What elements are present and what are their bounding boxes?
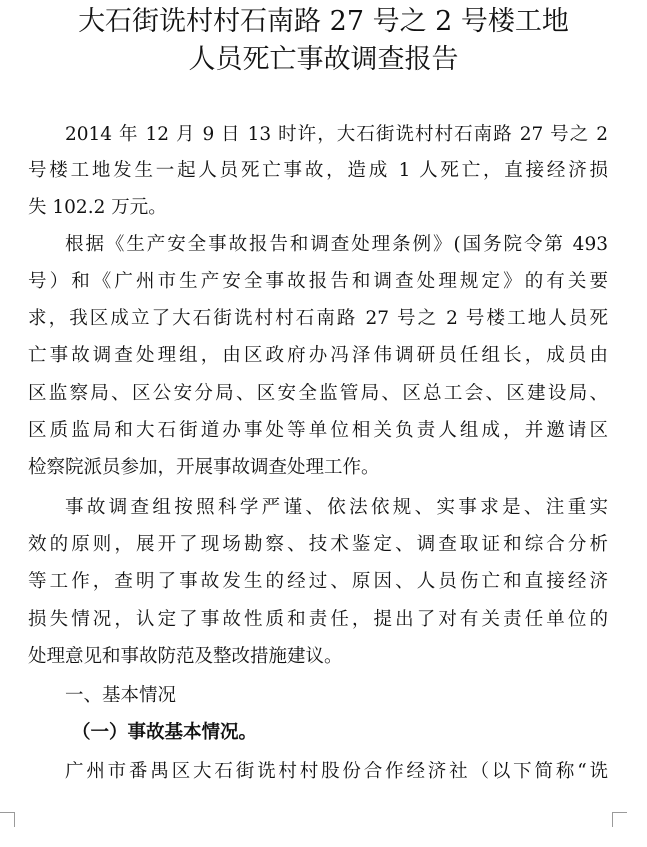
paragraph-4-line: 广州市番禺区大石街诜村村股份合作经济社（以下简称“诜 [65,761,608,782]
paragraph-2-line: 号）和《广州市生产安全事故报告和调查处理规定》的有关要 [28,271,608,292]
crop-mark-left [0,812,15,827]
paragraph-2-line: 检察院派员参加，开展事故调查处理工作。 [28,457,380,478]
crop-mark-right [612,812,627,827]
paragraph-3-line: 处理意见和事故防范及整改措施建议。 [28,646,343,667]
paragraph-2-line: 区质监局和大石街道办事处等单位相关负责人组成，并邀请区 [28,420,608,441]
paragraph-3-line: 等工作，查明了事故发生的经过、原因、人员伤亡和直接经济 [28,571,608,592]
paragraph-1-line: 失 102.2 万元。 [28,197,167,218]
paragraph-2-line: 亡事故调查处理组，由区政府办冯泽伟调研员任组长，成员由 [28,345,608,366]
paragraph-3-line: 事故调查组按照科学严谨、依法依规、实事求是、注重实 [65,497,608,518]
paragraph-2-line: 根据《生产安全事故报告和调查处理条例》(国务院令第 493 [65,234,608,255]
paragraph-3-line: 效的原则，展开了现场勘察、技术鉴定、调查取证和综合分析 [28,534,608,555]
section-heading: 一、基本情况 [65,685,177,706]
paragraph-2-line: 区监察局、区公安分局、区安全监管局、区总工会、区建设局、 [28,383,608,404]
subsection-heading: （一）事故基本情况。 [72,722,258,743]
paragraph-1-line: 2014 年 12 月 9 日 13 时许，大石街诜村村石南路 27 号之 2 [65,124,608,145]
paragraph-1-line: 号楼工地发生一起人员死亡事故，造成 1 人死亡，直接经济损 [28,160,608,181]
paragraph-2-line: 求，我区成立了大石街诜村村石南路 27 号之 2 号楼工地人员死 [28,308,608,329]
report-title-line-2: 人员死亡事故调查报告 [188,44,459,75]
report-title-line-1: 大石街诜村村石南路 27 号之 2 号楼工地 [78,6,569,37]
paragraph-3-line: 损失情况，认定了事故性质和责任，提出了对有关责任单位的 [28,609,608,630]
